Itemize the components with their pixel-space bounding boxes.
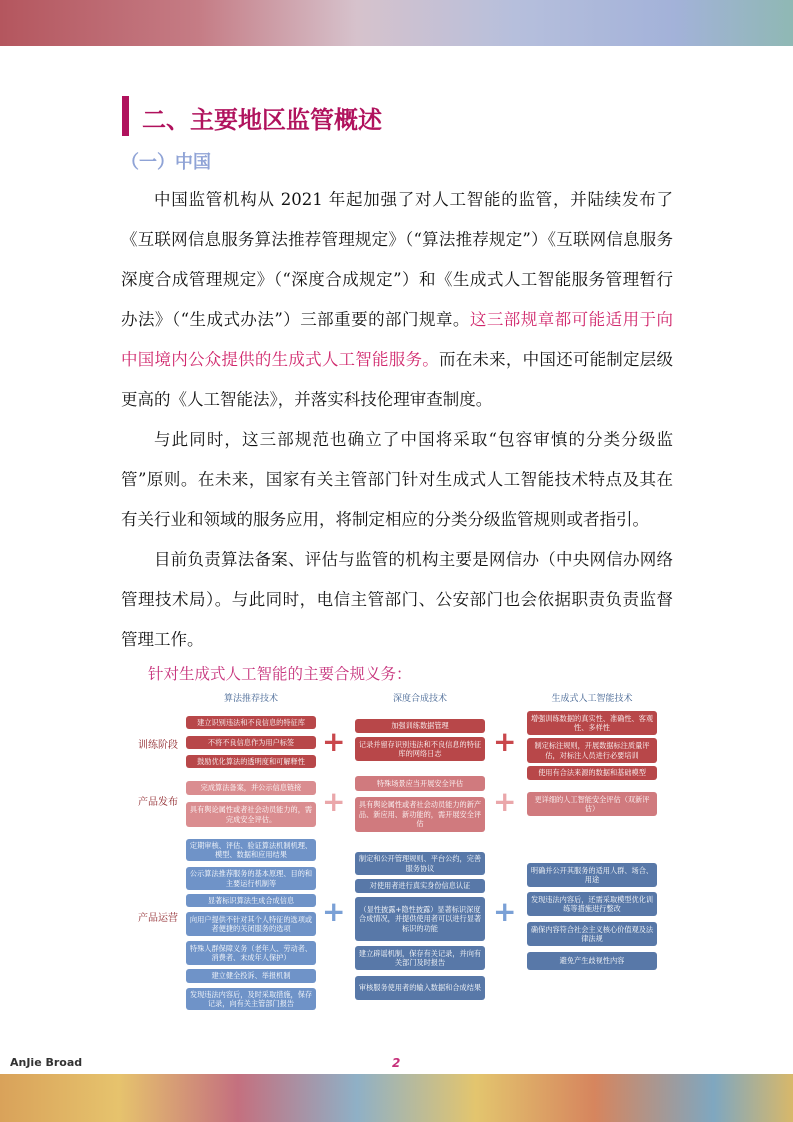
obligation-box: 制定标注规则，开展数据标注质量评估，对标注人员进行必要培训 [527,738,657,763]
column-header: 深度合成技术 [392,694,447,704]
plus-icon: + [322,725,346,758]
column-header: 生成式人工智能技术 [551,694,633,704]
obligation-box: 具有舆论属性或者社会动员能力的，需完成安全评估。 [186,802,316,827]
obligation-box: 完成算法备案，并公示信息链接 [186,781,316,795]
obligation-box: 增强训练数据的真实性、准确性、客观性、多样性 [527,711,657,735]
row-label: 产品发布 [138,797,178,808]
obligation-box: 发现违法内容后，还需采取模型优化训练等措施进行整改 [527,892,657,916]
section-subtitle: （一）中国 [121,152,211,173]
obligation-box: 向用户提供不针对其个人特征的选项或者便捷的关闭服务的选项 [186,912,316,936]
obligation-box: 特殊场景应当开展安全评估 [355,776,485,791]
obligation-box: 明确并公开其服务的适用人群、场合、用途 [527,863,657,887]
obligation-box: 对使用者进行真实身份信息认证 [355,879,485,893]
heading-bar [122,96,129,136]
obligation-box: 审核服务使用者的输入数据和合成结果 [355,976,485,1000]
obligation-box: 发现违法内容后，及时采取措施，保存记录，向有关主管部门报告 [186,988,316,1010]
obligation-box: 加强训练数据管理 [355,719,485,733]
plus-icon: + [493,785,517,818]
obligation-box: 定期审核、评估、验证算法机制机理、模型、数据和应用结果 [186,839,316,861]
obligation-box: 避免产生歧视性内容 [527,952,657,970]
plus-icon: + [322,895,346,928]
obligation-box: 建立识别违法和不良信息的特征库 [186,716,316,729]
plus-icon: + [493,895,517,928]
plus-icon: + [322,785,346,818]
obligation-box: 使用有合法来源的数据和基础模型 [527,766,657,780]
paragraph-3: 目前负责算法备案、评估与监管的机构主要是网信办（中央网信办网络管理技术局）。与此同时，电信主管部门、公安部门也会依据职责负责监督管理工作。 [121,550,673,649]
obligation-box: 建立辟谣机制，保存有关记录，并向有关部门及时报告 [355,946,485,970]
obligation-box: 具有舆论属性或者社会动员能力的新产品、新应用、新功能的，需开展安全评估 [355,797,485,832]
page-number: 2 [392,1056,401,1070]
page-title: 二、主要地区监管概述 [142,106,382,134]
paragraph-1 [121,180,673,420]
obligation-box: 显著标识算法生成合成信息 [186,894,316,907]
para-tail: 而在未来，中国还可能制定层级更高的《人工智能法》，并落实科技伦理审查制度。 [121,350,673,409]
diagram-caption: 针对生成式人工智能的主要合规义务： [148,665,412,683]
obligation-box: （显性披露+隐性披露）显著标识深度合成情况，并提供使用者可以进行显著标识的功能 [355,897,485,941]
obligation-box: 制定和公开管理规则、平台公约，完善服务协议 [355,852,485,875]
obligation-box: 鼓励优化算法的透明度和可解释性 [186,755,316,768]
row-label: 产品运营 [138,913,178,924]
obligation-box: 更详细的人工智能安全评估（双新评估） [527,792,657,816]
plus-icon: + [493,725,517,758]
obligation-box: 建立健全投诉、举报机制 [186,969,316,983]
obligation-box: 特殊人群保障义务（老年人、劳动者、消费者、未成年人保护） [186,941,316,965]
obligation-box: 不将不良信息作为用户标签 [186,736,316,749]
paragraph-2: 与此同时，这三部规范也确立了中国将采取“包容审慎的分类分级监管”原则。在未来，国家有关主管部门针对生成式人工智能技术特点及其在有关行业和领域的服务应用，将制定相应的分类分级监管规则或者指引。 [121,430,673,529]
obligation-box: 确保内容符合社会主义核心价值观及法律法规 [527,922,657,946]
footer-decoration [0,1074,793,1122]
body-text [121,180,673,686]
brand-logo: AnJie Broad [10,1056,83,1069]
para-text: 中国监管机构从 2021 年起加强了对人工智能的监管，并陆续发布了《互联网信息服务算法推荐管理规定》（“算法推荐规定”）《互联网信息服务深度合成管理规定》（“深度合成规定”）和《生成式人工智能服务管理暂行办法》（“生成式办法”）三部重要的部门规章。 [121,190,673,329]
obligation-box: 公示算法推荐服务的基本原理、目的和主要运行机制等 [186,867,316,890]
column-header: 算法推荐技术 [223,694,278,704]
para-highlight: 这三部规章都可能适用于向中国境内公众提供的生成式人工智能服务。 [121,310,674,369]
row-label: 训练阶段 [138,740,178,751]
obligation-box: 记录并留存识别违法和不良信息的特征库的网络日志 [355,737,485,761]
